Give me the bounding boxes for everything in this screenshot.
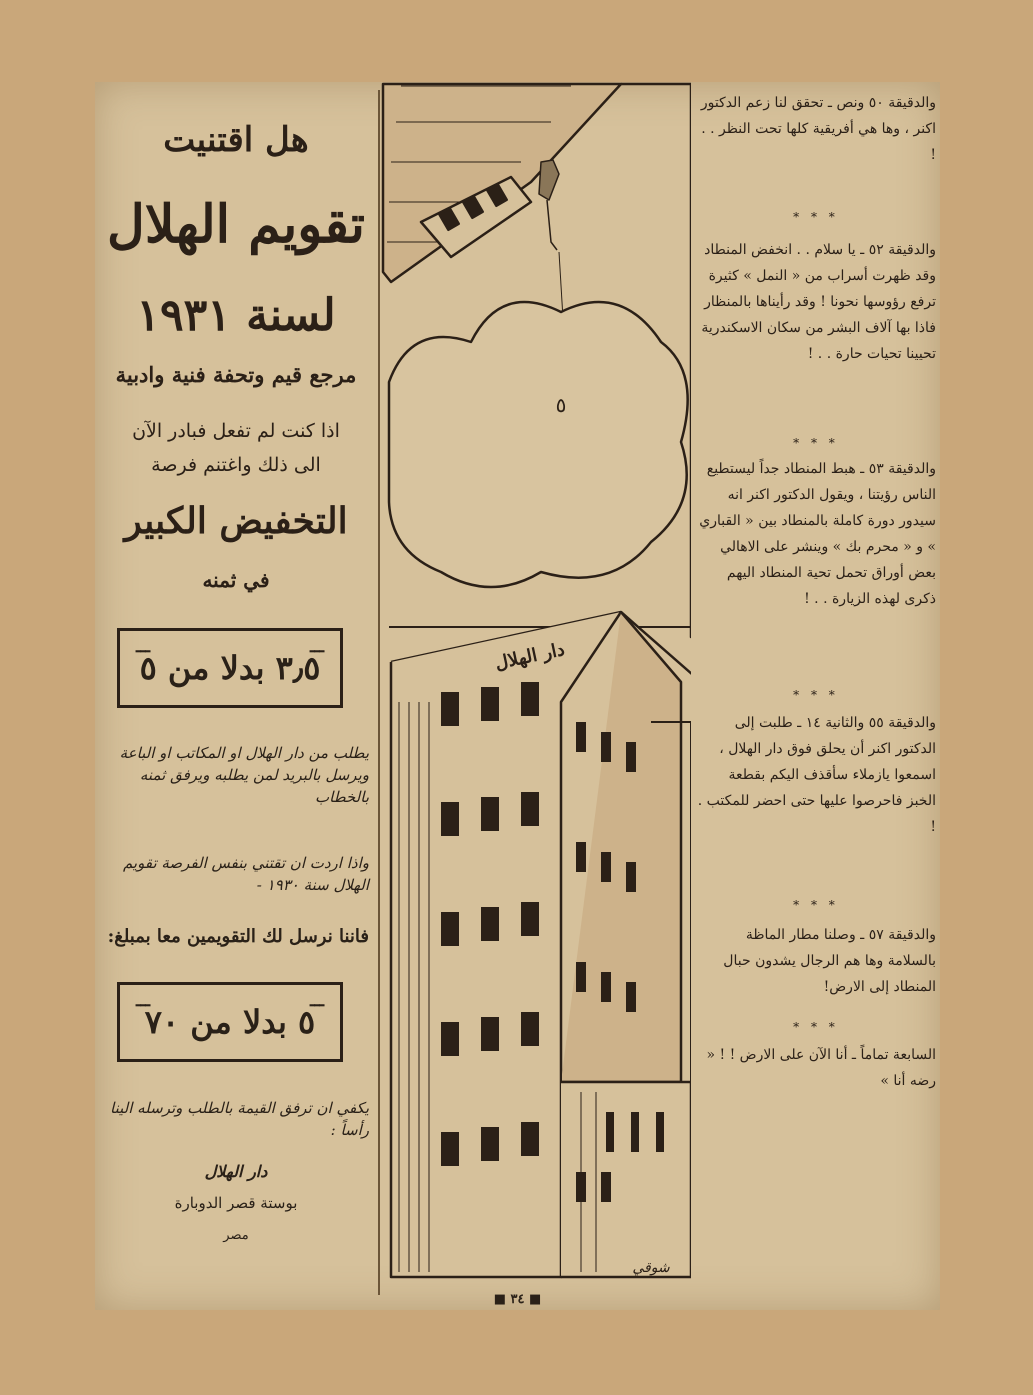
ad-line-6: الى ذلك واغتنم فرصة [151, 454, 321, 476]
price-box-1931 [117, 628, 343, 708]
section-separator: * * * [793, 688, 839, 702]
price-combo: ٥ بدلا من ٧٠ [144, 1003, 316, 1041]
ad-discount-heading: التخفيض الكبير [124, 500, 348, 542]
ad-1930-text: واذا اردت ان تقتني بنفس الفرصة تقويم الهلال سنة ١٩٣٠ - [122, 854, 369, 894]
calendar-advertisement [95, 82, 377, 1310]
ad-line-8: في ثمنه [202, 568, 270, 592]
price-tick: ـــ [309, 991, 324, 1010]
cloud-mark: ٥ [555, 393, 567, 417]
column-divider [378, 90, 380, 1295]
building-sign: دار الهلال [493, 639, 567, 675]
article-paragraph: والدقيقة ٥٢ ـ يا سلام . . انخفض المنطاد وقد ظهرت أسراب من « النمل » كثيرة ترفع رؤوسها نحونا ! وقد رأيناها بالمنظار فاذا بها آلاف البشر من سكان الاسكندرية تحيينا تحيات حارة . . ! [701, 242, 936, 362]
publisher-name: دار الهلال [204, 1162, 268, 1181]
publisher-country: مصر [223, 1228, 249, 1243]
price-tick: ـــ [309, 637, 324, 656]
section-separator: * * * [793, 898, 839, 912]
ad-title: تقويم الهلال [107, 194, 365, 255]
ad-payment-text: يكفي ان ترفق القيمة بالطلب وترسله الينا رأساً : [110, 1099, 369, 1139]
section-separator: * * * [793, 210, 839, 224]
publisher-address: بوستة قصر الدوبارة [174, 1194, 298, 1212]
price-tick: ـــ [136, 637, 151, 656]
section-separator: * * * [793, 436, 839, 450]
article-paragraph: والدقيقة ٥٣ ـ هبط المنطاد جداً ليستطيع الناس رؤيتنا ، ويقول الدكتور اكنر انه سيدور دورة كاملة بالمنطاد بين « القباري » و « محرم بك » وينشر على الاهالي بعض أوراق تحمل تحية المنطاد اليهم ذكرى لهذه الزيارة . . ! [699, 461, 936, 607]
magazine-page [95, 82, 940, 1310]
article-paragraph: والدقيقة ٥٧ ـ وصلنا مطار الماظة بالسلامة وها هم الرجال يشدون حبال المنطاد إلى الارض! [723, 927, 936, 995]
price-tick: ـــ [136, 991, 151, 1010]
ad-question: هل اقتنيت [163, 120, 309, 160]
article-paragraph: والدقيقة ٥٠ ونص ـ تحقق لنا زعم الدكتور اكنر ، وها هي أفريقية كلها تحت النظر . . ! [700, 95, 936, 163]
article-paragraph: والدقيقة ٥٥ والثانية ١٤ ـ طلبت إلى الدكتور اكنر أن يحلق فوق دار الهلال ، اسمعوا يازملاء سأقذف اليكم بقطعة الخبز فاحرصوا عليها حتى احضر للمكتب . ! [697, 715, 936, 835]
page-number: ■ ٣٤ ■ [493, 1292, 542, 1307]
price-1931: ٣٫٥ بدلا من ٥ [139, 649, 321, 687]
section-separator: * * * [793, 1020, 839, 1034]
ad-year: لسنة ١٩٣١ [136, 290, 336, 341]
cloud [389, 302, 688, 587]
ad-tagline: مرجع قيم وتحفة فنية وادبية [115, 362, 357, 387]
artist-signature: شوقي [632, 1260, 670, 1276]
ad-line-5: اذا كنت لم تفعل فبادر الآن [132, 420, 340, 442]
airship-building-illustration [381, 82, 691, 1292]
article-paragraph: السابعة تماماً ـ أنا الآن على الارض ! ! « رضه أنا » [706, 1047, 936, 1089]
man-figure [539, 160, 559, 200]
ad-combo-offer: فاننا نرسل لك التقويمين معا بمبلغ: [107, 926, 369, 947]
price-box-combo [117, 982, 343, 1062]
ad-order-text: يطلب من دار الهلال او المكاتب او الباعة ويرسل بالبريد لمن يطلبه ويرفق ثمنه بالخطاب [119, 744, 369, 806]
